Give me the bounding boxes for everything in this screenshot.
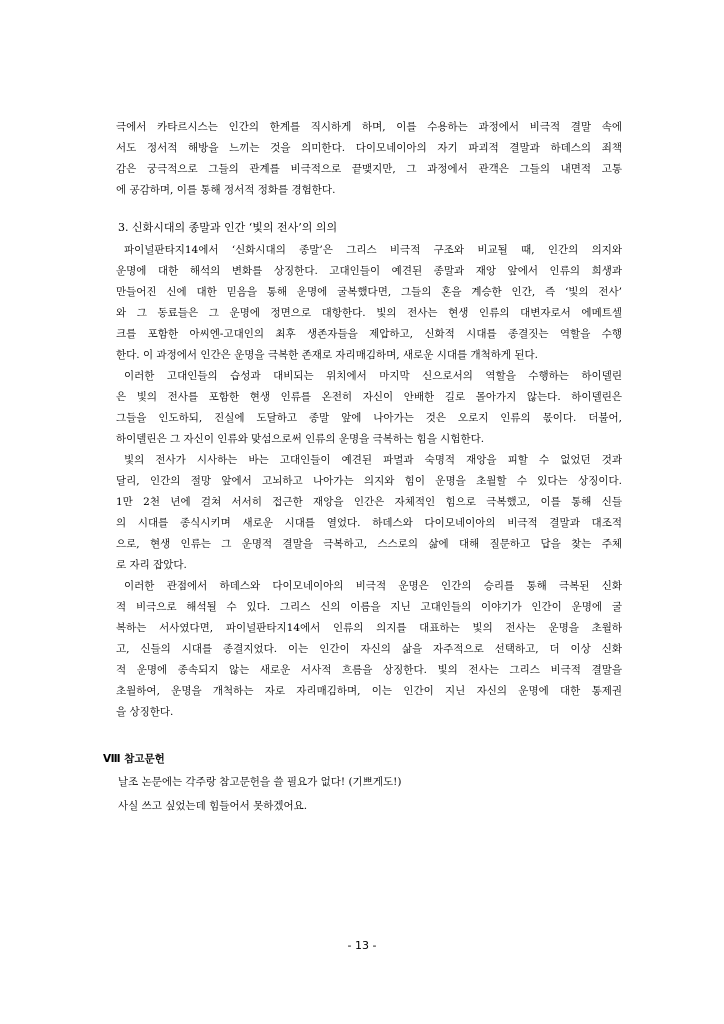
text-line: 1만 2천 년에 걸쳐 서서히 접근한 재앙을 인간은 자체적인 힘으로 극복했고, 이를 통해 신들 <box>116 496 622 508</box>
text-line: 이러한 고대인들의 습성과 대비되는 위치에서 마지막 신으로서의 역할을 수행하는 하이델린 <box>124 370 622 382</box>
text-line: 적 비극으로 해석될 수 있다. 그리스 신의 이름을 지닌 고대인들의 이야기가 인간이 운명에 굴 <box>116 601 622 613</box>
text-line: 은 빛의 전사를 포함한 현생 인류를 온전히 자신이 안배한 길로 몰아가지 않는다. 하이델린은 <box>116 391 622 403</box>
section-3-paragraph-4 <box>116 576 622 723</box>
text-line: 복하는 서사였다면, 파이널판타지14에서 인류의 의지를 대표하는 빛의 전사는 운명을 초월하 <box>116 622 622 634</box>
text-line: 의 시대를 종식시키며 새로운 시대를 열었다. 하데스와 다이모네이아의 비극적 결말과 대조적 <box>116 517 622 529</box>
text-line: 고, 신들의 시대를 종결지었다. 이는 인간이 자신의 삶을 자주적으로 선택하고, 더 이상 신화 <box>116 643 622 655</box>
text-line: 크를 포함한 아씨엔-고대인의 최후 생존자들을 제압하고, 신화적 시대를 종결짓는 역할을 수행 <box>116 328 622 340</box>
text-line: 빛의 전사가 시사하는 바는 고대인들이 예견된 파멸과 숙명적 재앙을 피할 수 없었던 것과 <box>124 454 622 466</box>
text-line: 극에서 카타르시스는 인간의 한계를 직시하게 하며, 이를 수용하는 과정에서 비극적 결말 속에 <box>116 121 622 133</box>
section-3-heading: 3. 신화시대의 종말과 인간 ‘빛의 전사’의 의의 <box>118 221 338 234</box>
text-line: 사실 쓰고 싶었는데 힘들어서 못하겠어요. <box>118 800 308 812</box>
intro-paragraph <box>116 117 622 201</box>
text-line: 만들어진 신에 대한 믿음을 통해 운명에 굴복했다면, 그들의 혼을 계승한 인간, 즉 ‘빛의 전사’ <box>116 286 622 298</box>
text-line: 달리, 인간의 절망 앞에서 고뇌하고 나아가는 의지와 힘이 운명을 초월할 수 있다는 상징이다. <box>116 475 622 487</box>
section-3-paragraph-3 <box>116 450 622 576</box>
text-line: 이러한 관점에서 하데스와 다이모네이아의 비극적 운명은 인간의 승리를 통해 극복된 신화 <box>124 580 622 592</box>
text-line: 파이널판타지14에서 ‘신화시대의 종말’은 그리스 비극적 구조와 비교될 때, 인간의 의지와 <box>124 244 622 256</box>
section-3-paragraph-2 <box>116 366 622 450</box>
text-line: 와 그 동료들은 그 운명에 정면으로 대항한다. 빛의 전사는 현생 인류의 대변자로서 에메트셀 <box>116 307 622 319</box>
text-line: 날조 논문에는 각주랑 참고문헌을 쓸 필요가 없다! (기쁘게도!) <box>118 776 402 788</box>
text-line: 에 공감하며, 이를 통해 정서적 정화를 경험한다. <box>116 184 336 196</box>
references-paragraph <box>118 770 401 818</box>
section-3-paragraph-1 <box>116 240 622 366</box>
text-line: 을 상징한다. <box>116 706 174 718</box>
text-line: 하이델린은 그 자신이 인류와 맞섬으로써 인류의 운명을 극복하는 힘을 시험한다. <box>116 433 485 445</box>
section-8-heading: Ⅷ 참고문헌 <box>103 753 165 765</box>
text-line: 감은 궁극적으로 그들의 관계를 비극적으로 끝맺지만, 그 과정에서 관객은 그들의 내면적 고통 <box>116 163 622 175</box>
text-line: 한다. 이 과정에서 인간은 운명을 극복한 존재로 자리매김하며, 새로운 시대를 개척하게 된다. <box>116 349 539 361</box>
page-number: - 13 - <box>347 939 377 952</box>
text-line: 서도 정서적 해방을 느끼는 것을 의미한다. 다이모네이아의 자기 파괴적 결말과 하데스의 죄책 <box>116 142 622 154</box>
text-line: 그들을 인도하되, 진실에 도달하고 종말 앞에 나아가는 것은 오로지 인류의 몫이다. 더불어, <box>116 412 622 424</box>
text-line: 적 운명에 종속되지 않는 새로운 서사적 흐름을 상징한다. 빛의 전사는 그리스 비극적 결말을 <box>116 664 622 676</box>
text-line: 으로, 현생 인류는 그 운명적 결말을 극복하고, 스스로의 삶에 대해 질문하고 답을 찾는 주체 <box>116 538 622 550</box>
text-line: 로 자리 잡았다. <box>116 559 187 571</box>
text-line: 초월하여, 운명을 개척하는 자로 자리매김하며, 이는 인간이 지닌 자신의 운명에 대한 통제권 <box>116 685 622 697</box>
text-line: 운명에 대한 해석의 변화를 상징한다. 고대인들이 예견된 종말과 재앙 앞에서 인류의 희생과 <box>116 265 622 277</box>
